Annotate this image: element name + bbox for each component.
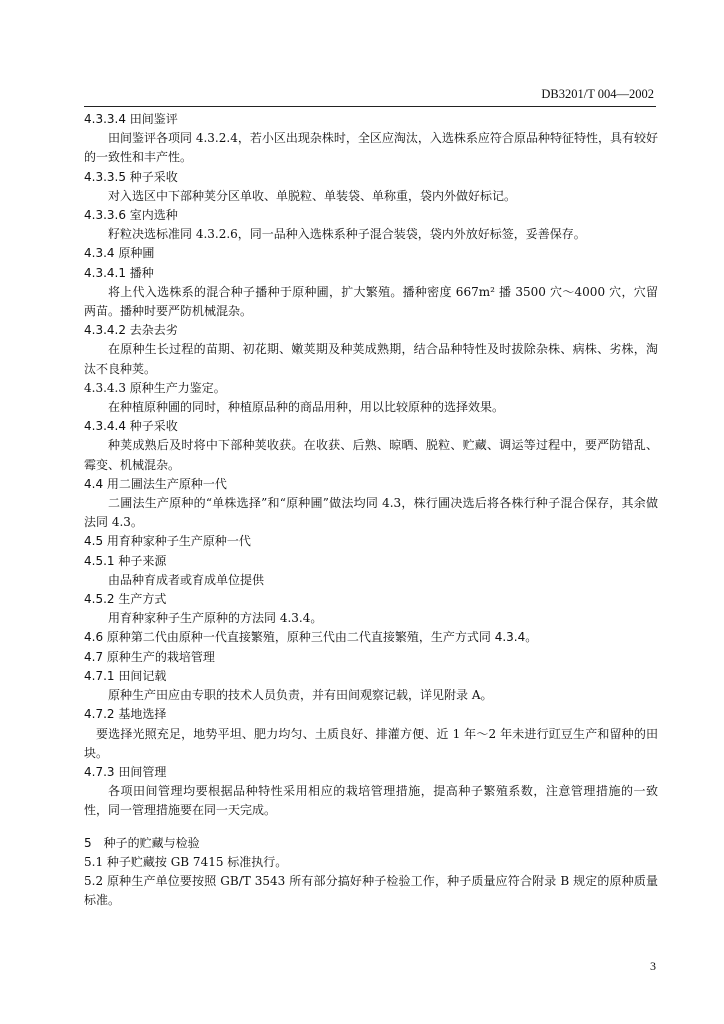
section-heading: 4.3.3.5 种子采收 — [84, 169, 178, 184]
paragraph: 将上代入选株系的混合种子播种于原种圃，扩大繁殖。播种密度 667m² 播 3500 穴～4000 穴，穴留两苗。播种时要严防机械混杂。 — [84, 284, 658, 319]
paragraph: 田间鉴评各项同 4.3.2.4，若小区出现杂株时，全区应淘汰，入选株系应符合原品种特征特性，具有较好的一致性和丰产性。 — [84, 131, 658, 165]
paragraph: 由品种育成者或育成单位提供 — [108, 572, 265, 587]
paragraph: 对入选区中下部种荚分区单收、单脱粒、单装袋、单称重，袋内外做好标记。 — [108, 188, 517, 203]
paragraph: 各项田间管理均要根据品种特性采用相应的栽培管理措施，提高种子繁殖系数，注意管理措施的一致性，同一管理措施要在同一天完成。 — [84, 784, 658, 818]
chapter-heading: 5 种子的贮藏与检验 — [84, 835, 200, 850]
paragraph: 在种植原种圃的同时，种植原品种的商品用种，用以比较原种的选择效果。 — [108, 400, 505, 415]
header-rule — [84, 106, 656, 107]
section-heading: 4.3.4.1 播种 — [84, 265, 154, 280]
section-heading: 4.3.3.6 室内选种 — [84, 208, 178, 223]
section-heading: 4.4 用二圃法生产原种一代 — [84, 476, 227, 491]
paragraph: 二圃法生产原种的“单株选择”和“原种圃”做法均同 4.3，株行圃决选后将各株行种子混合保存，其余做法同 4.3。 — [84, 496, 658, 530]
paragraph: 原种生产田应由专职的技术人员负责，并有田间观察记载，详见附录 A。 — [108, 688, 493, 703]
section-heading: 4.5.1 种子来源 — [84, 553, 167, 568]
section-heading: 4.3.4.2 去杂去劣 — [84, 323, 178, 338]
section-heading: 4.3.4 原种圃 — [84, 246, 155, 261]
paragraph: 籽粒决选标准同 4.3.2.6，同一品种入选株系种子混合装袋，袋内外放好标签，妥善保存。 — [108, 227, 586, 242]
paragraph: 在原种生长过程的苗期、初花期、嫩荚期及种荚成熟期，结合品种特性及时拔除杂株、病株、劣株，淘汰不良种荚。 — [84, 342, 658, 376]
page-content — [84, 110, 658, 910]
paragraph: 要选择光照充足，地势平坦、肥力均匀、土质良好、排灌方便、近 1 年～2 年未进行豇豆生产和留种的田块。 — [84, 726, 658, 760]
section-heading: 4.3.4.4 种子采收 — [84, 419, 178, 434]
section-heading: 4.7 原种生产的栽培管理 — [84, 649, 215, 664]
paragraph: 种荚成熟后及时将中下部种荚收获。在收获、后熟、晾晒、脱粒、贮藏、调运等过程中，要严防错乱、霉变、机械混杂。 — [84, 438, 658, 472]
section-heading: 4.5 用育种家种子生产原种一代 — [84, 534, 251, 549]
paragraph: 用育种家种子生产原种的方法同 4.3.4。 — [108, 611, 323, 626]
section-heading: 4.6 原种第二代由原种一代直接繁殖，原种三代由二代直接繁殖，生产方式同 4.3.4。 — [84, 630, 538, 645]
section-heading: 4.7.2 基地选择 — [84, 707, 167, 722]
section-heading: 4.5.2 生产方式 — [84, 592, 167, 607]
document-code: DB3201/T 004—2002 — [541, 87, 654, 101]
section-heading: 4.7.1 田间记载 — [84, 668, 167, 683]
section-heading: 5.1 种子贮藏按 GB 7415 标准执行。 — [84, 854, 288, 869]
section-heading: 4.7.3 田间管理 — [84, 764, 167, 779]
section-heading: 4.3.4.3 原种生产力鉴定。 — [84, 380, 226, 395]
section-heading: 4.3.3.4 田间鉴评 — [84, 112, 178, 126]
page-number: 3 — [650, 959, 656, 973]
paragraph: 5.2 原种生产单位要按照 GB/T 3543 所有部分搞好种子检验工作，种子质量应符合附录 B 规定的原种质量标准。 — [84, 873, 658, 908]
